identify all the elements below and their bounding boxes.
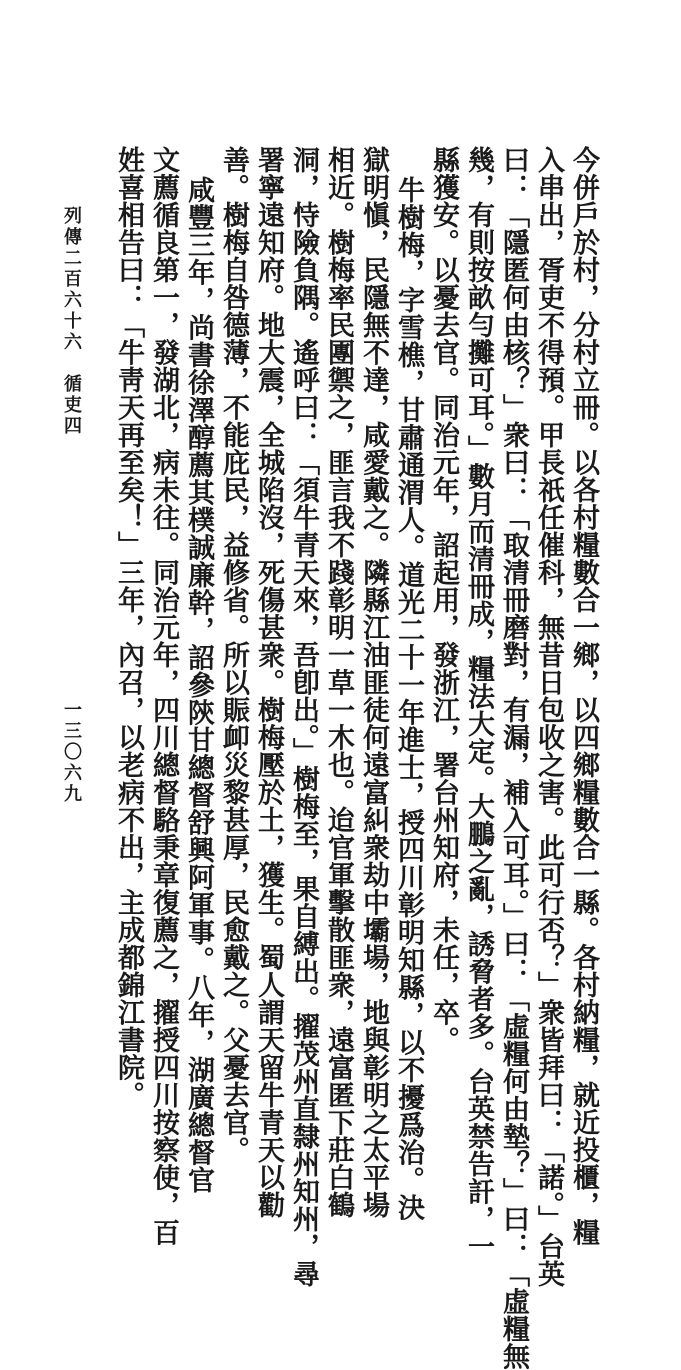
text-column-13: 文薦循良第一，發湖北，病未往。同治元年，四川總督駱秉章復薦之，擢授四川按察使，百 <box>148 146 179 1246</box>
text-column-12: 咸豐三年，尚書徐澤醇薦其樸誠廉幹，詔參陝甘總督舒興阿軍事。八年，湖廣總督官 <box>183 176 214 1194</box>
text-column-11: 善。樹梅自咎德薄，不能庇民，益修省。所以賑卹災黎甚厚，民愈戴之。父憂去官。 <box>218 146 249 1164</box>
text-column-5: 縣獲安。以憂去官。同治元年，詔起用，發浙江，署台州知府，未任，卒。 <box>428 146 459 1054</box>
text-column-1: 今併戶於村，分村立冊。以各村糧數合一鄉，以四鄉糧數合一縣。各村納糧，就近投櫃，糧 <box>568 146 599 1246</box>
text-column-6: 牛樹梅，字雪樵，甘肅通渭人。道光二十一年進士，授四川彰明知縣，以不擾爲治。決 <box>393 176 424 1221</box>
text-column-2: 入串出，胥吏不得預。甲長祇任催科，無昔日包收之害。此可行否？」衆皆拜曰：「諾。」台英 <box>533 146 564 1288</box>
text-column-3: 曰：「隱匿何由核？」衆曰：「取清冊磨對，有漏，補入可耳。」曰：「虛糧何由墊？」曰：「虛糧無 <box>498 146 529 1370</box>
page-number: 一三〇六九 <box>61 700 82 805</box>
text-column-7: 獄明愼，民隱無不達，咸愛戴之。隣縣江油匪徒何遠富糾衆劫中壩場，地與彰明之太平場 <box>358 146 389 1219</box>
text-column-4: 幾，有則按畝勻攤可耳。」數月而清冊成，糧法大定。大鵬之亂，誘脅者多。台英禁告訐，一 <box>463 146 494 1260</box>
text-column-9: 洞，恃險負隅。遙呼曰：「須牛青天來，吾卽出。」樹梅至，果自縛出。擢茂州直隸州知州，尋 <box>288 146 319 1288</box>
running-header: 列傳二百六十六 循吏四 <box>61 206 82 437</box>
text-column-8: 相近。樹梅率民團禦之，匪言我不踐彰明一草一木也。迨官軍擊散匪衆，遠富匿下莊白鶴 <box>323 146 354 1219</box>
text-column-10: 署寧遠知府。地大震，全城陷沒，死傷甚衆。樹梅壓於土，獲生。蜀人謂天留牛青天以勸 <box>253 146 284 1219</box>
text-column-14: 姓喜相告曰：「牛靑天再至矣！」三年，內召，以老病不出，主成都錦江書院。 <box>113 146 144 1109</box>
